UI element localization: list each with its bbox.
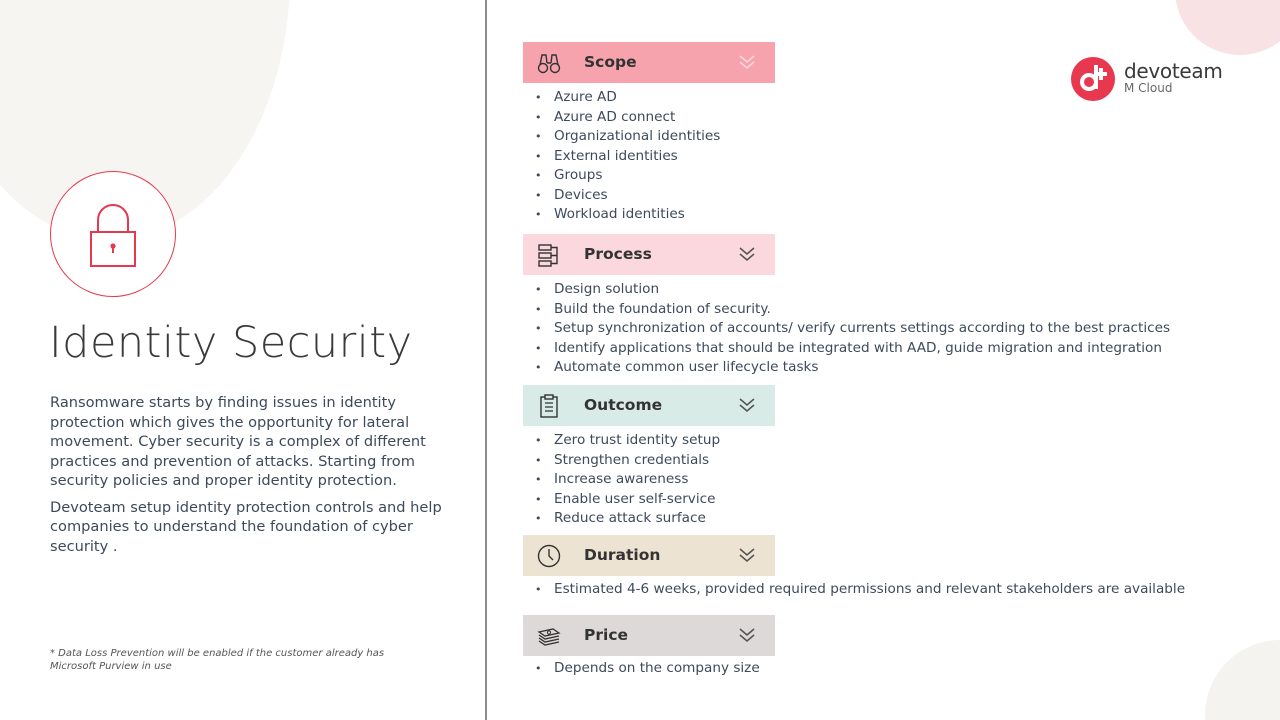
lock-badge bbox=[50, 171, 176, 297]
list-item: • Depends on the company size bbox=[535, 659, 760, 679]
list-item: • Zero trust identity setup bbox=[535, 431, 720, 451]
double-chevron-down-icon[interactable] bbox=[737, 396, 757, 414]
section-label: Outcome bbox=[584, 396, 663, 414]
padlock-icon bbox=[89, 202, 137, 268]
list-item: • Organizational identities bbox=[535, 127, 720, 147]
list-item: • Identify applications that should be integrated with AAD, guide migration and integration bbox=[535, 339, 1170, 359]
process-steps-icon bbox=[537, 243, 561, 267]
money-stack-icon bbox=[537, 624, 561, 648]
logo-name: devoteam bbox=[1124, 59, 1223, 83]
list-item: • Strengthen credentials bbox=[535, 451, 720, 471]
price-list bbox=[535, 659, 760, 679]
background-circle-bottom-right bbox=[1205, 640, 1280, 720]
list-item: • Groups bbox=[535, 166, 720, 186]
clipboard-icon bbox=[537, 394, 561, 418]
intro-text bbox=[50, 393, 460, 563]
list-item: • Setup synchronization of accounts/ verify currents settings according to the best practices bbox=[535, 319, 1170, 339]
list-item: • Automate common user lifecycle tasks bbox=[535, 358, 1170, 378]
page-title: Identity Security bbox=[49, 318, 413, 368]
list-item: • Azure AD bbox=[535, 88, 720, 108]
double-chevron-down-icon[interactable] bbox=[737, 546, 757, 564]
list-item: • Workload identities bbox=[535, 205, 720, 225]
scope-list bbox=[535, 88, 720, 225]
list-item: • Build the foundation of security. bbox=[535, 300, 1170, 320]
duration-list bbox=[535, 580, 1185, 600]
section-label: Price bbox=[584, 626, 629, 644]
double-chevron-down-icon[interactable] bbox=[737, 53, 757, 71]
process-list bbox=[535, 280, 1170, 378]
logo-subtitle: M Cloud bbox=[1124, 81, 1173, 95]
intro-paragraph: Devoteam setup identity protection controls and help companies to understand the foundation of cyber security . bbox=[50, 498, 442, 555]
clock-icon bbox=[537, 544, 561, 568]
list-item: • Enable user self-service bbox=[535, 490, 720, 510]
section-label: Process bbox=[584, 245, 652, 263]
list-item: • Azure AD connect bbox=[535, 108, 720, 128]
binoculars-icon bbox=[537, 51, 561, 75]
intro-paragraph: Ransomware starts by finding issues in identity protection which gives the opportunity for lateral movement. Cyber security is a complex of different practices and prevention of attacks. Starting from security policies and proper identity protection. bbox=[50, 394, 426, 489]
section-label: Scope bbox=[584, 53, 637, 71]
section-header-outcome[interactable] bbox=[523, 385, 775, 426]
list-item: • Design solution bbox=[535, 280, 1170, 300]
section-label: Duration bbox=[584, 546, 661, 564]
section-header-scope[interactable] bbox=[523, 42, 775, 83]
section-header-process[interactable] bbox=[523, 234, 775, 275]
list-item: • External identities bbox=[535, 147, 720, 167]
section-header-duration[interactable] bbox=[523, 535, 775, 576]
devoteam-logo bbox=[1071, 57, 1231, 103]
list-item: • Estimated 4-6 weeks, provided required permissions and relevant stakeholders are available bbox=[535, 580, 1185, 600]
logo-mark-icon bbox=[1071, 57, 1115, 101]
list-item: • Reduce attack surface bbox=[535, 509, 720, 529]
double-chevron-down-icon[interactable] bbox=[737, 245, 757, 263]
outcome-list bbox=[535, 431, 720, 529]
double-chevron-down-icon[interactable] bbox=[737, 626, 757, 644]
vertical-divider bbox=[485, 0, 487, 720]
footnote: * Data Loss Prevention will be enabled if the customer already has Microsoft Purview in use bbox=[50, 648, 385, 672]
list-item: • Devices bbox=[535, 186, 720, 206]
section-header-price[interactable] bbox=[523, 615, 775, 656]
background-circle-top-right bbox=[1175, 0, 1280, 55]
list-item: • Increase awareness bbox=[535, 470, 720, 490]
